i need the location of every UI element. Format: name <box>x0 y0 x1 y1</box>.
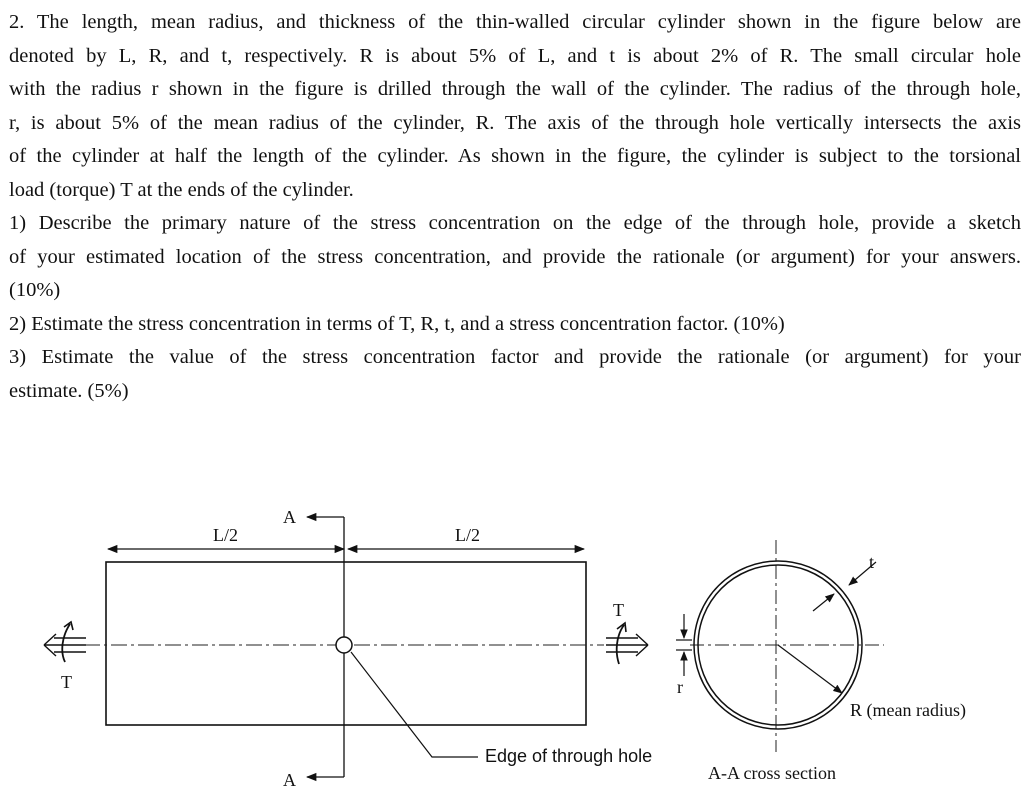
torque-right-icon <box>606 623 648 664</box>
cross-section-caption: A-A cross section <box>708 763 836 783</box>
problem-line: load (torque) T at the ends of the cylinder. <box>9 178 354 201</box>
label-half-left: L/2 <box>213 525 238 545</box>
question-1-cont: of your estimated location of the stress concentration, and provide the rationale (or argument) for your answers. <box>9 245 1021 268</box>
problem-line: r, is about 5% of the mean radius of the cylinder, R. The axis of the through hole vertically intersects the axis <box>9 111 1021 134</box>
torque-left-icon <box>44 622 86 662</box>
question-3: 3) Estimate the value of the stress concentration factor and provide the rationale (or argument) for your <box>9 346 1021 368</box>
hole-radius-label: r <box>677 677 683 697</box>
question-1: 1) Describe the primary nature of the stress concentration on the edge of the through hole, provide a sketch <box>9 212 1021 234</box>
section-label-top: A <box>283 507 296 527</box>
torque-left-label: T <box>61 672 72 692</box>
problem-line: of the cylinder at half the length of the cylinder. As shown in the figure, the cylinder is subject to the torsional <box>9 145 1021 167</box>
hole-radius-dimension <box>676 614 692 676</box>
hole-callout-label: Edge of through hole <box>485 746 653 766</box>
mean-radius-label: R (mean radius) <box>850 700 966 720</box>
question-1-weight: (10%) <box>9 279 61 301</box>
section-label-bottom: A <box>283 770 296 790</box>
problem-line: 2. The length, mean radius, and thickness of the thin-walled circular cylinder shown in the figure below are <box>9 11 1021 33</box>
label-half-right: L/2 <box>455 525 480 545</box>
hole-callout-leader <box>351 652 478 757</box>
problem-line: denoted by L, R, and t, respectively. R is about 5% of L, and t is about 2% of R. The small circular hole <box>9 44 1021 67</box>
through-hole <box>336 637 352 653</box>
question-2: 2) Estimate the stress concentration in terms of T, R, t, and a stress concentration factor. (10%) <box>9 312 785 335</box>
cross-section <box>690 540 884 752</box>
torque-right-label: T <box>613 600 624 620</box>
problem-line: with the radius r shown in the figure is drilled through the wall of the cylinder. The radius of the through hole, <box>9 78 1021 100</box>
thickness-label: t <box>869 552 875 572</box>
question-3-cont: estimate. (5%) <box>9 379 129 402</box>
